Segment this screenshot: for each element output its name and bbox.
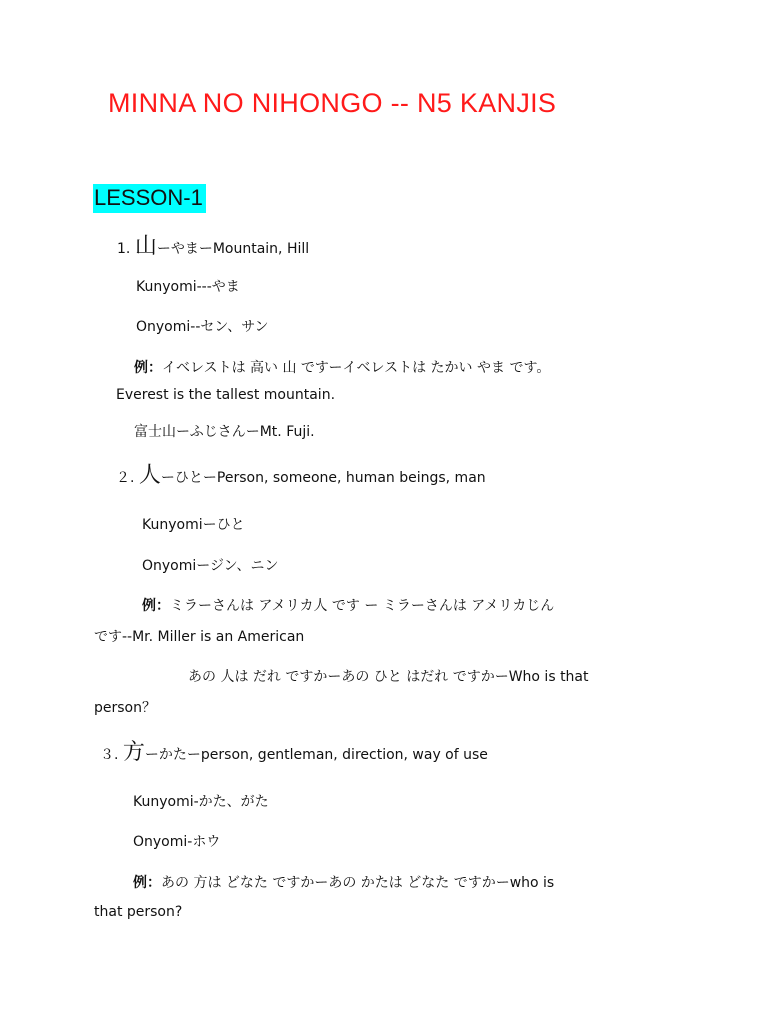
entry-number: 1. [117,241,131,257]
entry-3-example-cont: that person? [94,904,183,920]
entry-2-example2: あの 人は だれ ですかーあの ひと はだれ ですかーWho is that [188,669,589,685]
example-text: あの 方は どなた ですかーあの かたは どなた ですかーwho is [161,875,555,891]
entry-3-example [133,874,554,892]
entry-2-example-cont: です--Mr. Miller is an American [94,629,305,645]
entry-gloss: ーかたーperson, gentleman, direction, way of use [144,747,488,763]
example-text: ミラーさんは アメリカ人 です ー ミラーさんは アメリカじん [170,598,555,614]
entry-3-header [100,740,488,765]
document-title: MINNA NO NIHONGO -- N5 KANJIS [108,88,557,118]
entry-1-header [117,234,310,259]
entry-gloss: ーやまーMountain, Hill [156,241,310,257]
entry-kanji: 人 [138,463,161,488]
entry-gloss: ーひとーPerson, someone, human beings, man [160,470,486,486]
entry-number: ２. [116,470,135,486]
entry-3-onyomi: Onyomi-ホウ [133,834,221,850]
example-text: イベレストは 高い 山 ですーイベレストは たかい やま です。 [162,360,551,376]
entry-kanji: 方 [122,740,145,765]
entry-1-onyomi: Onyomi--セン、サン [136,319,269,335]
entry-3-kunyomi: Kunyomi-かた、がた [133,794,269,810]
example-label: 例： [134,360,162,376]
entry-2-example2-cont: person？ [94,700,156,716]
entry-kanji: 山 [134,234,157,259]
entry-2-example [142,597,554,615]
entry-1-example [134,359,550,377]
entry-2-kunyomi: Kunyomiーひと [142,517,245,533]
entry-2-onyomi: Onyomiージン、ニン [142,558,279,574]
entry-1-kunyomi: Kunyomi---やま [136,279,240,295]
example-label: 例： [133,875,161,891]
lesson-heading: LESSON-1 [93,184,206,213]
entry-number: ３. [100,747,119,763]
entry-1-example2: 富士山ーふじさんーMt. Fuji. [134,424,315,440]
entry-1-example-cont: Everest is the tallest mountain. [116,387,336,403]
entry-2-header [116,463,486,488]
example-label: 例： [142,598,170,614]
